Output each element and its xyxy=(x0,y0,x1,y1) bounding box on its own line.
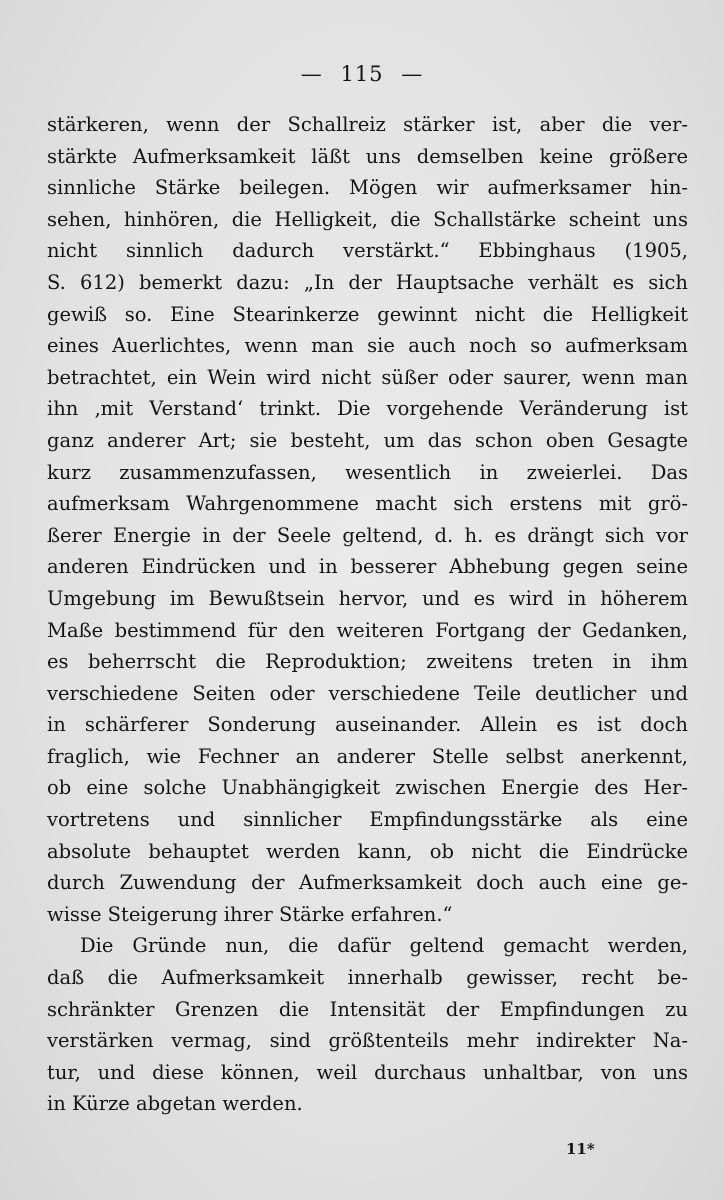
text-line: stärkeren, wenn der Schallreiz stärker ist, aber die ver- xyxy=(47,113,688,136)
text-line: tur, und diese können, weil durchaus unhaltbar, von uns xyxy=(47,1060,688,1084)
text-line: fraglich, wie Fechner an anderer Stelle selbst anerkennt, xyxy=(47,744,688,768)
signature-mark: 11* xyxy=(566,1140,595,1158)
text-line: ßerer Energie in der Seele geltend, d. h. es drängt sich vor xyxy=(47,523,688,547)
text-line: aufmerksam Wahrgenommene macht sich erstens mit grö- xyxy=(47,492,688,516)
text-line: verstärken vermag, sind größtenteils mehr indirekter Na- xyxy=(47,1029,688,1053)
text-line: es beherrscht die Reproduktion; zweitens treten in ihm xyxy=(47,650,688,674)
text-line: kurz zusammenzufassen, wesentlich in zweierlei. Das xyxy=(47,460,688,484)
text-line: nicht sinnlich dadurch verstärkt.“ Ebbinghaus (1905, xyxy=(47,239,688,263)
text-line: durch Zuwendung der Aufmerksamkeit doch auch eine ge- xyxy=(47,871,688,895)
text-line: eines Auerlichtes, wenn man sie auch noch so aufmerksam xyxy=(47,334,688,358)
body-text xyxy=(47,109,688,1120)
text-line: in schärferer Sonderung auseinander. Allein es ist doch xyxy=(47,713,688,737)
text-line: Die Gründe nun, die dafür geltend gemacht werden, xyxy=(80,934,688,958)
text-line: Umgebung im Bewußtsein hervor, und es wird in höherem xyxy=(47,586,688,610)
text-line: sinnliche Stärke beilegen. Mögen wir aufmerksamer hin- xyxy=(47,176,688,200)
text-line: absolute behauptet werden kann, ob nicht die Eindrücke xyxy=(47,839,688,863)
text-line: Maße bestimmend für den weiteren Fortgang der Gedanken, xyxy=(47,618,688,642)
text-line: schränkter Grenzen die Intensität der Empfindungen zu xyxy=(47,997,688,1021)
text-line: S. 612) bemerkt dazu: „In der Hauptsache verhält es sich xyxy=(47,270,688,294)
text-line: ganz anderer Art; sie besteht, um das schon oben Gesagte xyxy=(47,428,688,452)
text-line: gewiß so. Eine Stearinkerze gewinnt nicht die Helligkeit xyxy=(47,302,688,326)
text-line: verschiedene Seiten oder verschiedene Teile deutlicher und xyxy=(47,681,688,705)
text-line: stärkte Aufmerksamkeit läßt uns demselben keine größere xyxy=(47,144,688,168)
text-line: anderen Eindrücken und in besserer Abhebung gegen seine xyxy=(47,555,688,579)
page-number: — 115 — xyxy=(300,62,424,86)
text-line: daß die Aufmerksamkeit innerhalb gewisser, recht be- xyxy=(47,966,688,990)
text-line: in Kürze abgetan werden. xyxy=(47,1092,303,1116)
text-line: vortretens und sinnlicher Empfindungsstärke als eine xyxy=(47,808,688,832)
text-line: ihn ‚mit Verstand‘ trinkt. Die vorgehende Veränderung ist xyxy=(47,397,688,421)
text-line: ob eine solche Unabhängigkeit zwischen Energie des Her- xyxy=(47,776,688,800)
text-line: sehen, hinhören, die Helligkeit, die Schallstärke scheint uns xyxy=(47,207,688,231)
text-line: wisse Steigerung ihrer Stärke erfahren.“ xyxy=(47,902,453,926)
text-line: betrachtet, ein Wein wird nicht süßer oder saurer, wenn man xyxy=(47,365,688,389)
